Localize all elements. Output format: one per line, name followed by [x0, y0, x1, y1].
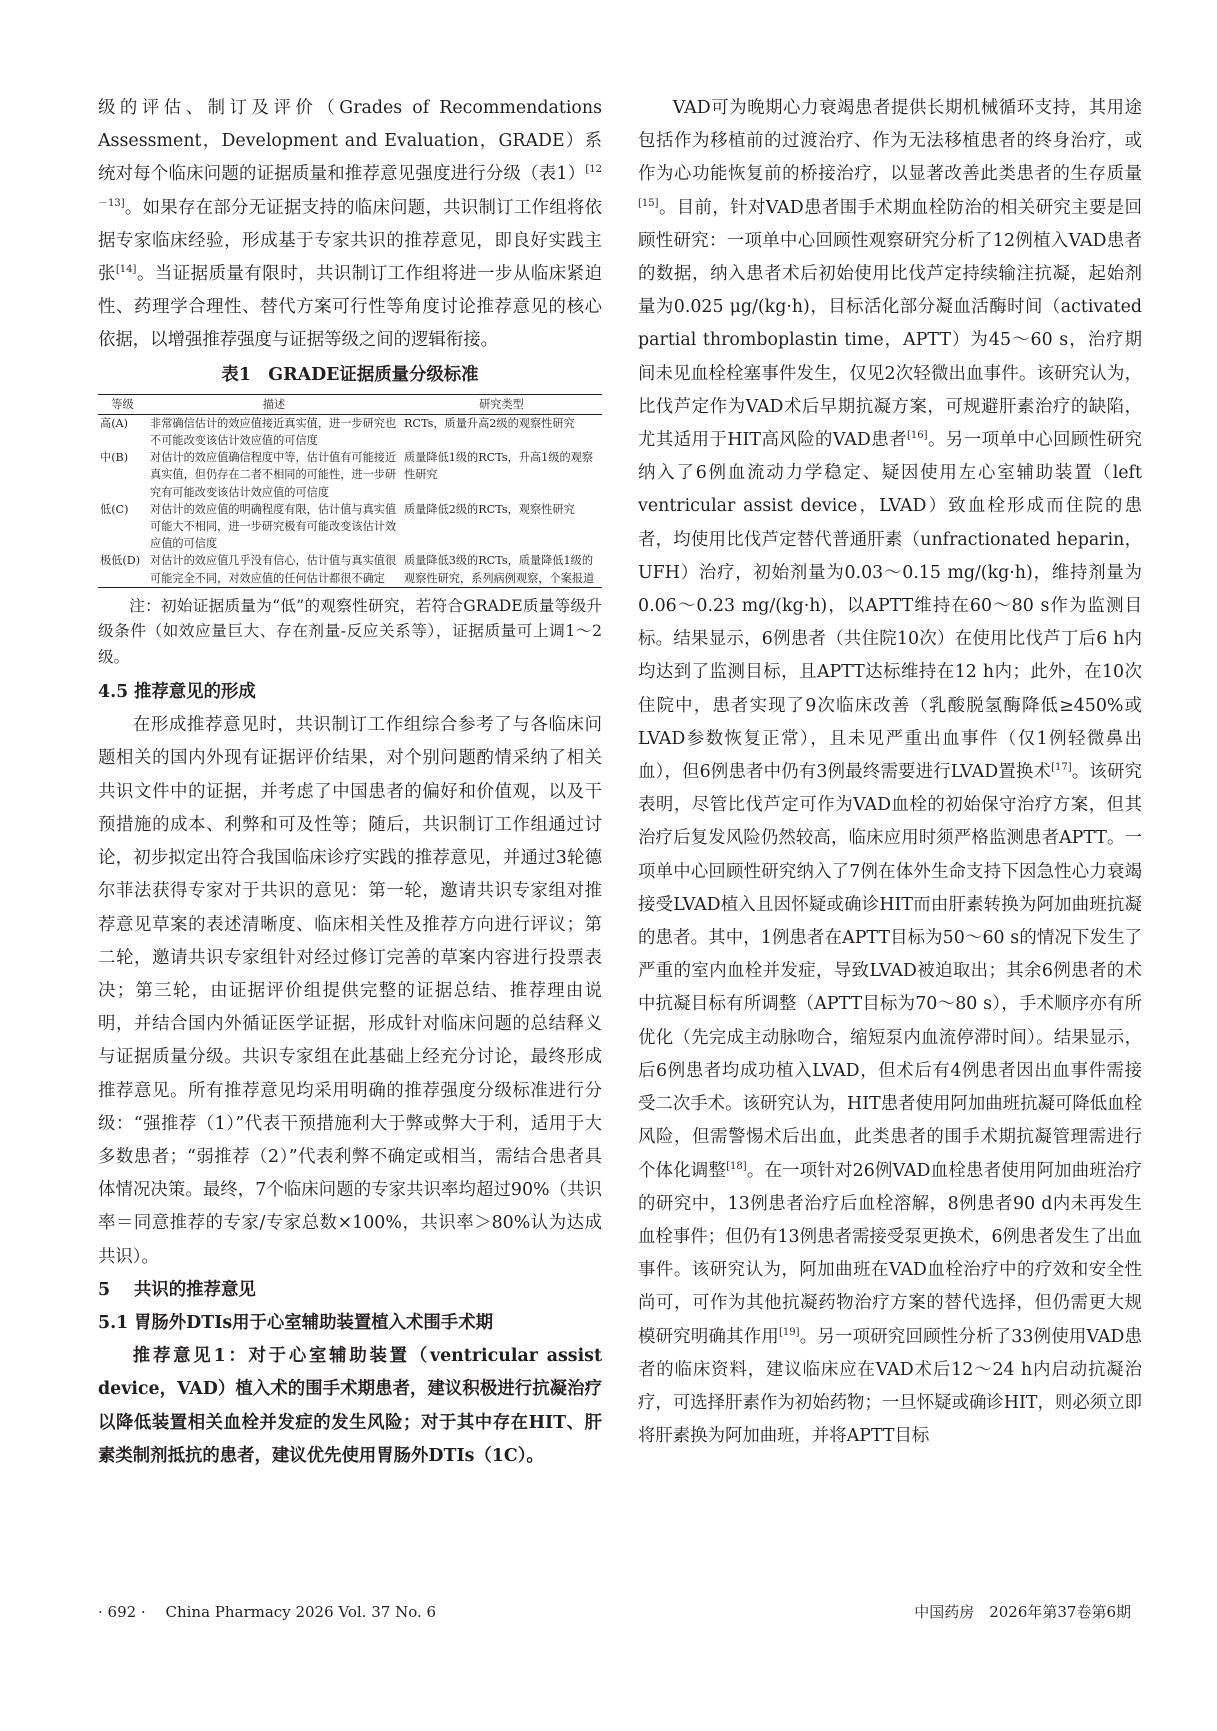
grade-table	[98, 394, 602, 588]
citation-12-13: [12－13]	[98, 164, 602, 209]
body-text: VAD可为晚期心力衰竭患者提供长期机械循环支持，其用途包括作为移植前的过渡治疗、作为无法移植患者的终身治疗，或作为心功能恢复前的桥接治疗，以显著改善此类患者的生存质量	[638, 98, 1142, 185]
citation-19: [19]	[779, 1326, 800, 1338]
table-row	[98, 414, 602, 449]
table-row	[98, 449, 602, 501]
intro-text-3: 。当证据质量有限时，共识制订工作组将进一步从临床紧迫性、药理学合理性、替代方案可行性等角度讨论推荐意见的核心依据，以增强推荐强度与证据等级之间的逻辑衔接。	[98, 264, 602, 351]
row-type: RCTs，质量升高2级的观察性研究	[404, 416, 575, 430]
body-text: 。另一项研究回顾性分析了33例使用VAD患者的临床资料，建议临床应在VAD术后12～24 h内启动抗凝治疗，可选择肝素作为初始药物；一旦怀疑或确诊HIT，则必须立即将肝素换为阿加曲班，并将APTT目标	[638, 1326, 1142, 1447]
vad-paragraph	[638, 92, 1142, 1453]
footer-journal-en: · 692 · China Pharmacy 2026 Vol. 37 No. 6	[98, 1603, 437, 1621]
row-type: 质量降低2级的RCTs，观察性研究	[404, 502, 575, 516]
table-header-level: 等级	[98, 394, 147, 414]
footer-journal-cn: 中国药房 2026年第37卷第6期	[914, 1603, 1131, 1621]
intro-paragraph	[98, 92, 602, 358]
right-column	[638, 92, 1142, 1453]
citation-15: [15]	[638, 197, 659, 209]
table-row	[98, 501, 602, 553]
row-type: 质量降低1级的RCTs，升高1级的观察性研究	[404, 451, 594, 482]
row-desc: 对估计的效应值几乎没有信心，估计值与真实值很可能完全不同，对效应值的任何估计都很不确定	[150, 554, 397, 585]
table-header-desc: 描述	[147, 394, 401, 414]
section-5-heading	[98, 1274, 602, 1307]
row-level: 中(B)	[100, 451, 129, 465]
section-5-1-heading	[98, 1307, 602, 1340]
section-number: 4.5	[98, 682, 129, 703]
row-desc: 非常确信估计的效应值接近真实值，进一步研究也不可能改变该估计效应值的可信度	[150, 416, 397, 448]
intro-text-2: 。如果存在部分无证据支持的临床问题，共识制订工作组将依据专家临床经验，形成基于专家共识的推荐意见，即良好实践主张	[98, 197, 602, 285]
intro-text-1: 级的评估、制订及评价（Grades of Recommendations Assessment，Development and Evaluation，GRADE）系统对每个临床问题的证据质量和推荐意见强度进行分级（表1）	[98, 98, 602, 185]
table-caption: 表1 GRADE证据质量分级标准	[221, 364, 479, 385]
left-column	[98, 92, 602, 1473]
section-number: 5.1	[98, 1312, 129, 1333]
citation-16: [16]	[907, 430, 928, 442]
row-level: 低(C)	[100, 502, 129, 516]
recommendation-1: 推荐意见1：对于心室辅助装置（ventricular assist device，VAD）植入术的围手术期患者，建议积极进行抗凝治疗以降低装置相关血栓并发症的发生风险；对于其中存在HIT、肝素类制剂抵抗的患者，建议优先使用胃肠外DTIs（1C）。	[98, 1346, 602, 1466]
body-text: 。在一项针对26例VAD血栓患者使用阿加曲班治疗的研究中，13例患者治疗后血栓溶解，8例患者90 d内未再发生血栓事件；但仍有13例患者需接受泵更换术，6例患者发生了出血事件。该研究认为，阿加曲班在VAD血栓治疗中的疗效和安全性尚可，可作为其他抗凝药物治疗方案的替代选择，但仍需更大规模研究明确其作用	[638, 1160, 1142, 1347]
section-number: 5	[98, 1279, 111, 1300]
section-title: 共识的推荐意见	[134, 1279, 256, 1300]
citation-18: [18]	[726, 1160, 747, 1172]
row-level: 极低(D)	[100, 554, 141, 568]
row-desc: 对估计的效应值确信程度中等，估计值有可能接近真实值，但仍存在二者不相同的可能性，进一步研究有可能改变该估计效应值的可信度	[150, 451, 397, 499]
table-row	[98, 552, 602, 587]
table-header-type: 研究类型	[401, 394, 602, 414]
citation-14: [14]	[115, 264, 137, 276]
section-4-5-heading	[98, 676, 602, 709]
section-4-5-paragraph: 在形成推荐意见时，共识制订工作组综合参考了与各临床问题相关的国内外现有证据评价结果，对个别问题酌情采纳了相关共识文件中的证据，并考虑了中国患者的偏好和价值观，以及干预措施的成本、利弊和可及性等；随后，共识制订工作组通过讨论，初步拟定出符合我国临床诊疗实践的推荐意见，并通过3轮德尔菲法获得专家对于共识的意见：第一轮，邀请共识专家组对推荐意见草案的表述清晰度、临床相关性及推荐方向进行评议；第二轮，邀请共识专家组针对经过修订完善的草案内容进行投票表决；第三轮，由证据评价组提供完整的证据总结、推荐理由说明，并结合国内外循证医学证据，形成针对临床问题的总结释义与证据质量分级。共识专家组在此基础上经充分讨论，最终形成推荐意见。所有推荐意见均采用明确的推荐强度分级标准进行分级：“强推荐（1）”代表干预措施利大于弊或弊大于利，适用于大多数患者；“弱推荐（2）”代表利弊不确定或相当，需结合患者具体情况决策。最终，7个临床问题的专家共识率均超过90%（共识率＝同意推荐的专家/专家总数×100%，共识率＞80%认为达成共识）。	[98, 715, 602, 1267]
section-title: 推荐意见的形成	[134, 682, 256, 703]
row-desc: 对估计的效应值的明确程度有限，估计值与真实值可能大不相同，进一步研究极有可能改变该估计效应值的可信度	[150, 502, 397, 551]
row-level: 高(A)	[100, 416, 128, 430]
citation-17: [17]	[1051, 762, 1072, 774]
row-type: 质量降低3级的RCTs，质量降低1级的观察性研究，系列病例观察，个案报道	[404, 554, 595, 585]
section-title: 胃肠外DTIs用于心室辅助装置植入术围手术期	[134, 1312, 493, 1333]
body-text: 。该研究表明，尽管比伐芦定可作为VAD血栓的初始保守治疗方案，但其治疗后复发风险仍然较高，临床应用时须严格监测患者APTT。一项单中心回顾性研究纳入了7例在体外生命支持下因急性心力衰竭接受LVAD植入且因怀疑或确诊HIT而由肝素转换为阿加曲班抗凝的患者。其中，1例患者在APTT目标为50～60 s的情况下发生了严重的室内血栓并发症，导致LVAD被迫取出；其余6例患者的术中抗凝目标有所调整（APTT目标为70～80 s），手术顺序亦有所优化（先完成主动脉吻合，缩短泵内血流停滞时间）。结果显示，后6例患者均成功植入LVAD，但术后有4例患者因出血事件需接受二次手术。该研究认为，HIT患者使用阿加曲班抗凝可降低血栓风险，但需警惕术后出血，此类患者的围手术期抗凝管理需进行个体化调整	[638, 762, 1142, 1181]
body-text: 。另一项单中心回顾性研究纳入了6例血流动力学稳定、疑因使用左心室辅助装置（left ventricular assist device，LVAD）致血栓形成而住院的患者，均使用比伐芦定替代普通肝素（unfractionated heparin，UFH）治疗，初始剂量为0.03～0.15 mg/(kg·h)，维持剂量为0.06～0.23 mg/(kg·h)，以APTT维持在60～80 s作为监测目标。结果显示，6例患者（共住院10次）在使用比伐芦丁后6 h内均达到了监测目标，且APTT达标维持在12 h内；此外，在10次住院中，患者实现了9次临床改善（乳酸脱氢酶降低≥450%或LVAD参数恢复正常），且未见严重出血事件（仅1例轻微鼻出血），但6例患者中仍有3例最终需要进行LVAD置换术	[638, 430, 1142, 783]
body-text: 。目前，针对VAD患者围手术期血栓防治的相关研究主要是回顾性研究：一项单中心回顾性观察研究分析了12例植入VAD患者的数据，纳入患者术后初始使用比伐芦定持续输注抗凝，起始剂量为0.025 μg/(kg·h)，目标活化部分凝血活酶时间（activated partial thromboplastin time，APTT）为45～60 s，治疗期间未见血栓栓塞事件发生，仅见2次轻微出血事件。该研究认为，比伐芦定作为VAD术后早期抗凝方案，可规避肝素治疗的缺陷，尤其适用于HIT高风险的VAD患者	[638, 197, 1142, 451]
table-note: 注：初始证据质量为“低”的观察性研究，若符合GRADE质量等级升级条件（如效应量巨大、存在剂量-反应关系等），证据质量可上调1～2级。	[98, 596, 602, 666]
